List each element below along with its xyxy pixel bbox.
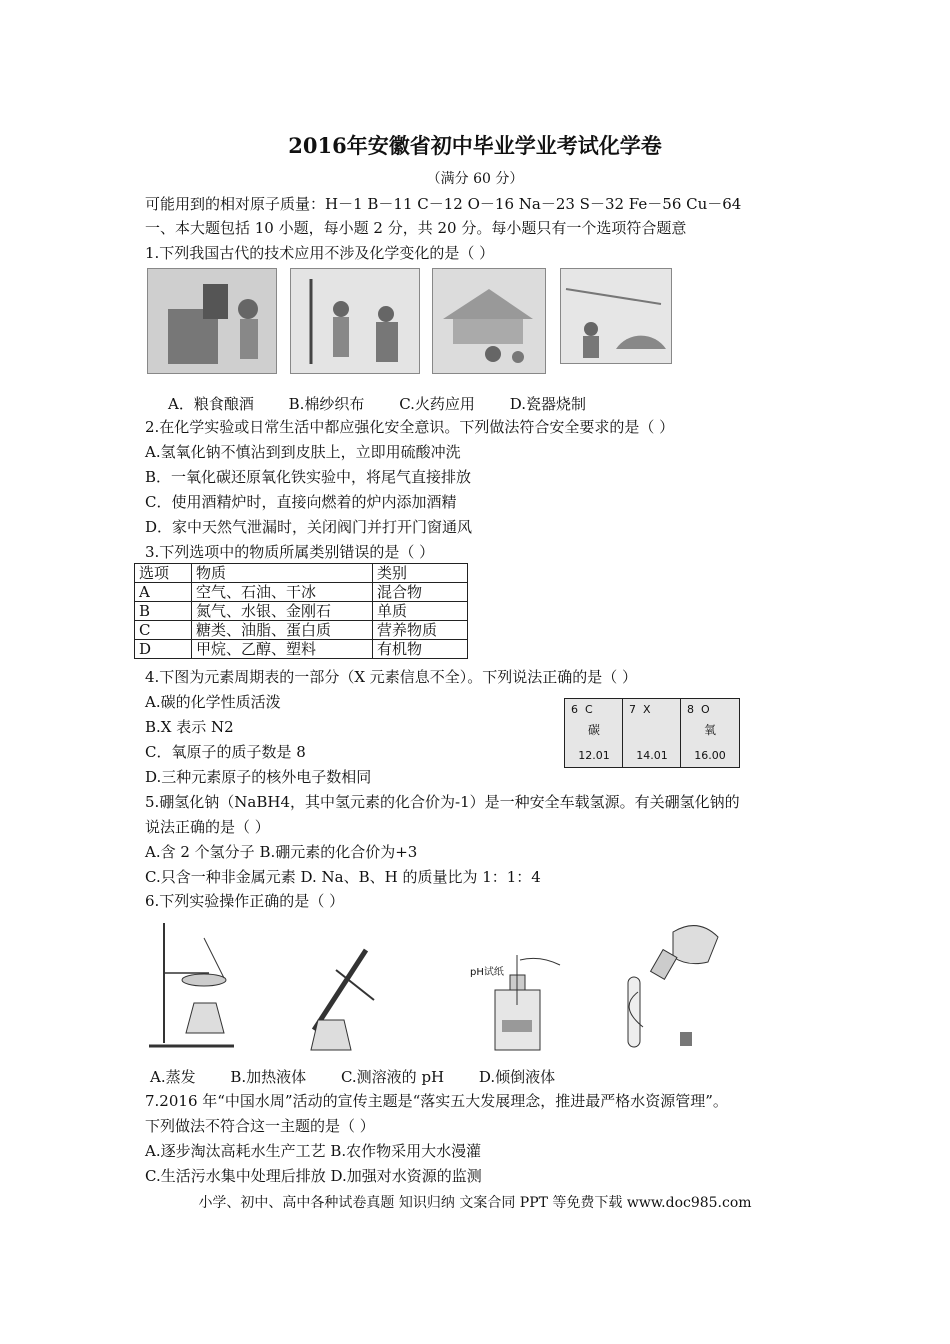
porcelain-image (560, 268, 672, 364)
ph-paper-label: pH试纸 (470, 967, 504, 978)
element-symbol: O (701, 703, 710, 716)
table-row (135, 602, 468, 621)
q2-option-a: A.氢氧化钠不慎沾到到皮肤上，立即用硫酸冲洗 (145, 443, 461, 461)
q2-option-c: C．使用酒精炉时，直接向燃着的炉内添加酒精 (145, 493, 457, 511)
q7-options-cd: C.生活污水集中处理后排放 D.加强对水资源的监测 (145, 1167, 482, 1185)
header-substance: 物质 (192, 564, 373, 583)
q2-option-d: D．家中天然气泄漏时，关闭阀门并打开门窗通风 (145, 518, 473, 536)
q1-option-c: C.火药应用 (399, 395, 475, 413)
q1-option-b: B.棉纱织布 (288, 395, 365, 413)
section-heading: 一、本大题包括 10 小题，每小题 2 分，共 20 分。每小题只有一个选项符合题意 (145, 219, 687, 237)
element-carbon (564, 698, 624, 768)
cell: 甲烷、乙醇、塑料 (192, 640, 373, 659)
table-header-row (135, 564, 468, 583)
cell: 单质 (373, 602, 468, 621)
atomic-mass-line: 可能用到的相对原子质量：H－1 B－11 C－12 O－16 Na－23 S－32 Fe－56 Cu－64 (145, 195, 742, 213)
atomic-mass: 12.01 (578, 749, 610, 762)
gunpowder-image (432, 268, 546, 374)
element-symbol: C (585, 703, 593, 716)
q6-option-c: C.测溶液的 pH (340, 1068, 445, 1086)
full-score: （满分 60 分） (426, 171, 524, 187)
q4-stem: 4.下图为元素周期表的一部分（X 元素信息不全）。下列说法正确的是（ ） (145, 668, 638, 686)
q6-option-a: A.蒸发 (150, 1068, 196, 1086)
q4-option-b: B.X 表示 N2 (145, 718, 234, 736)
cell: 营养物质 (373, 621, 468, 640)
q4-option-a: A.碳的化学性质活泼 (145, 693, 281, 711)
q5-options-cd: C.只含一种非金属元素 D. Na、B、H 的质量比为 1：1：4 (145, 868, 541, 886)
q1-stem: 1.下列我国古代的技术应用不涉及化学变化的是（ ） (145, 244, 495, 262)
q7-stem-1: 7.2016 年“中国水周”活动的宣传主题是“落实五大发展理念，推进最严格水资源管理”。 (145, 1092, 728, 1110)
q5-options-ab: A.含 2 个氢分子 B.硼元素的化合价为+3 (145, 843, 418, 861)
q1-options (168, 393, 616, 414)
element-name: 碳 (587, 723, 600, 737)
q4-option-c: C．氧原子的质子数是 8 (145, 743, 306, 761)
pouring-liquid-image (618, 912, 728, 1054)
cell: A (135, 583, 192, 602)
page-title: 2016年安徽省初中毕业学业考试化学卷 (288, 133, 662, 158)
cell: 有机物 (373, 640, 468, 659)
table-row (135, 640, 468, 659)
q7-options-ab: A.逐步淘汰高耗水生产工艺 B.农作物采用大水漫灌 (145, 1142, 482, 1160)
cell: 混合物 (373, 583, 468, 602)
q5-stem-1: 5.硼氢化钠（NaBH4，其中氢元素的化合价为-1）是一种安全车载氢源。有关硼氢化钠的 (145, 793, 740, 811)
header-option: 选项 (135, 564, 192, 583)
element-oxygen (680, 698, 740, 768)
cell: 氮气、水银、金刚石 (192, 602, 373, 621)
element-name: 氧 (703, 723, 716, 737)
header-category: 类别 (373, 564, 468, 583)
cell: B (135, 602, 192, 621)
winemaking-image (147, 268, 277, 374)
q7-stem-2: 下列做法不符合这一主题的是（ ） (145, 1117, 375, 1135)
element-symbol: X (643, 703, 651, 716)
cell: C (135, 621, 192, 640)
weaving-image (290, 268, 420, 374)
atomic-mass: 14.01 (636, 749, 668, 762)
q2-stem: 2.在化学实验或日常生活中都应强化安全意识。下列做法符合安全要求的是（ ） (145, 418, 675, 436)
heating-liquid-image (296, 940, 380, 1055)
atomic-number: 6 (571, 703, 578, 716)
q2-option-b: B．一氧化碳还原氧化铁实验中，将尾气直接排放 (145, 468, 472, 486)
q6-stem: 6.下列实验操作正确的是（ ） (145, 892, 345, 910)
cell: 空气、石油、干冰 (192, 583, 373, 602)
q3-table (134, 563, 468, 659)
table-row (135, 621, 468, 640)
q3-stem: 3.下列选项中的物质所属类别错误的是（ ） (145, 543, 435, 561)
atomic-number: 7 (629, 703, 636, 716)
element-x (622, 698, 682, 768)
cell: D (135, 640, 192, 659)
cell: 糖类、油脂、蛋白质 (192, 621, 373, 640)
page-footer: 小学、初中、高中各种试卷真题 知识归纳 文案合同 PPT 等免费下载 www.doc985.com (198, 1195, 752, 1211)
q1-option-a: A．粮食酿酒 (168, 395, 254, 413)
q6-option-b: B.加热液体 (230, 1068, 307, 1086)
table-row (135, 583, 468, 602)
q6-option-d: D.倾倒液体 (478, 1068, 556, 1086)
q5-stem-2: 说法正确的是（ ） (145, 818, 270, 836)
q1-option-d: D.瓷器烧制 (509, 395, 586, 413)
atomic-mass: 16.00 (694, 749, 726, 762)
periodic-table-fragment (560, 690, 740, 768)
q4-option-d: D.三种元素原子的核外电子数相同 (145, 768, 372, 786)
atomic-number: 8 (687, 703, 694, 716)
evaporation-image (144, 918, 240, 1054)
q6-options (150, 1066, 585, 1087)
